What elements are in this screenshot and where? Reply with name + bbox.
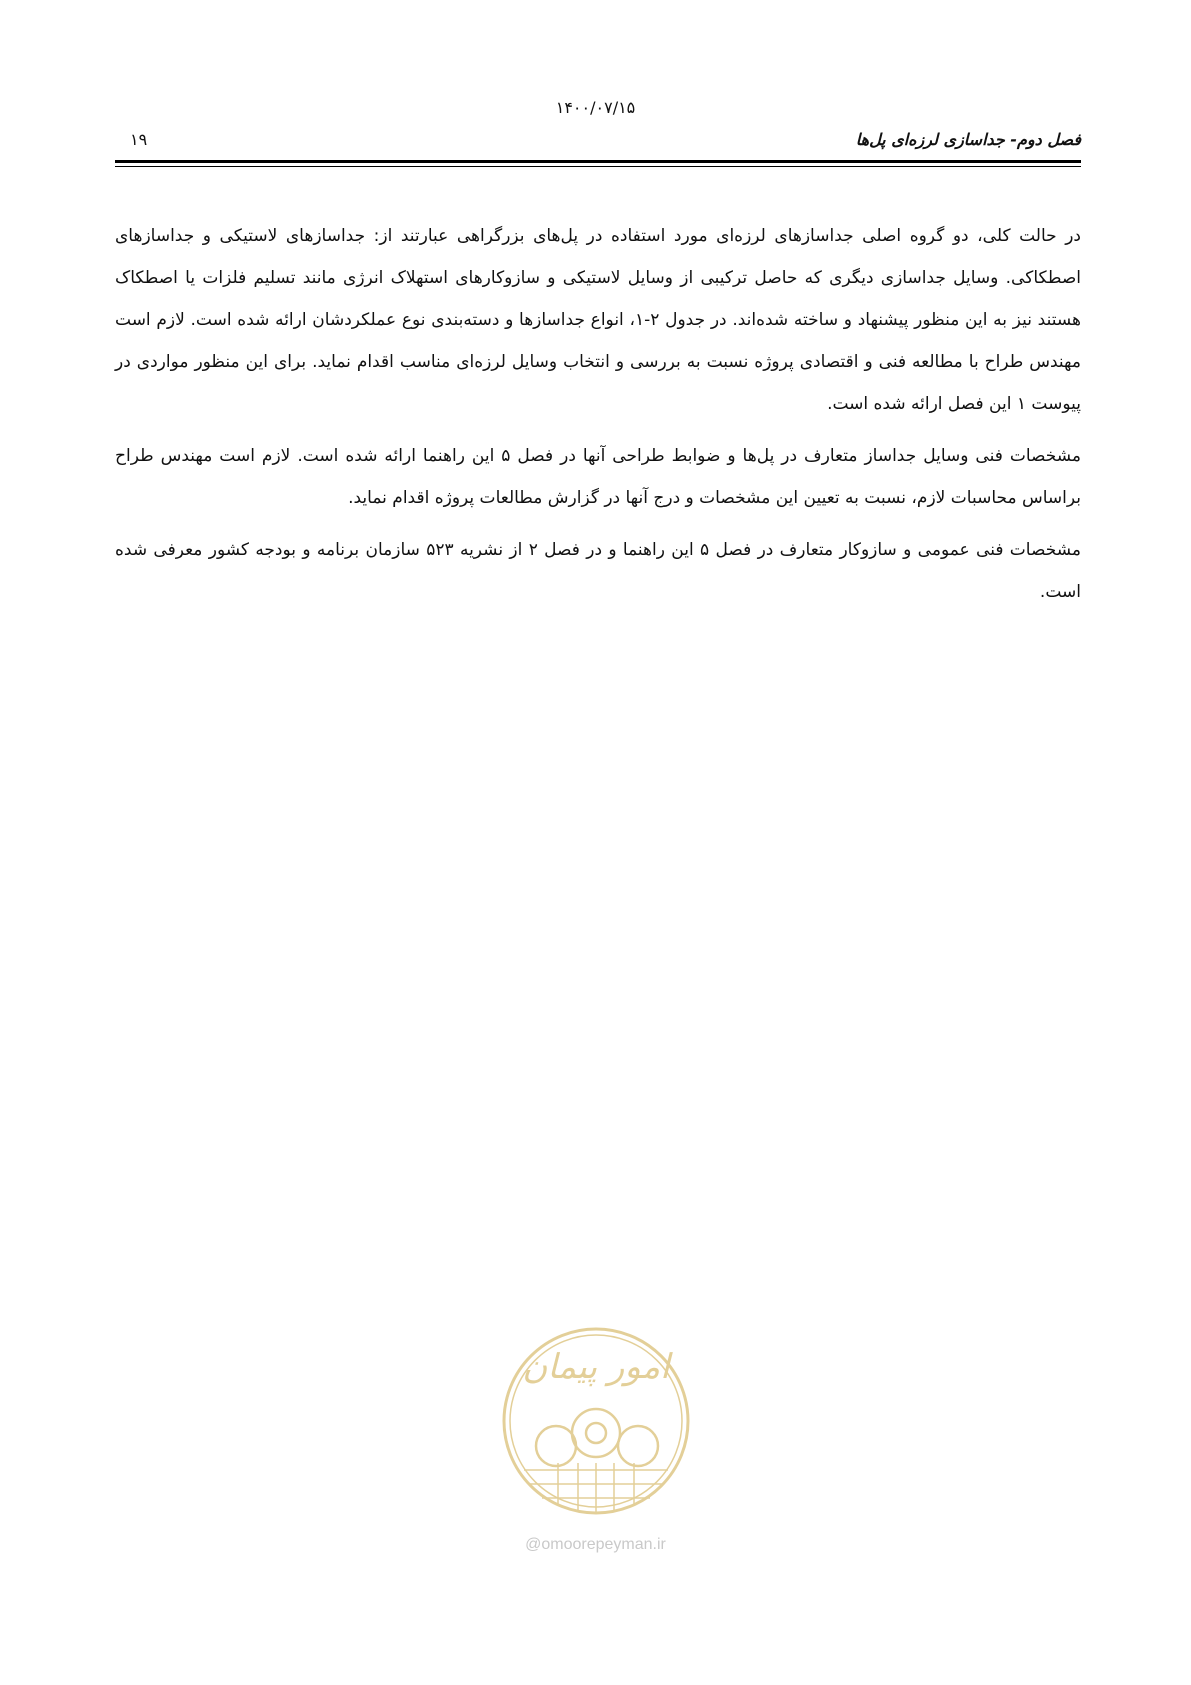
chapter-title: فصل دوم- جداسازی لرزه‌ای پل‌ها	[855, 130, 1081, 149]
header-rule-thin	[115, 166, 1081, 167]
watermark-url: @omoorepeyman.ir	[525, 1536, 666, 1553]
page-header	[115, 130, 1081, 154]
paragraph-1: در حالت کلی، دو گروه اصلی جداسازهای لرزه‌ای مورد استفاده در پل‌های بزرگراهی عبارتند از: جداسازهای لاستیکی و جداسازهای اصطکاکی. وسایل جداسازی دیگری که حاصل ترکیبی از وسایل لاستیکی و سازوکارهای استهلاک انرژی مانند تسلیم فلزات یا اصطکاک هستند نیز به این منظور پیشنهاد و ساخته شده‌اند. در جدول ۲-۱، انواع جداسازها و دسته‌بندی نوع عملکردشان ارائه شده است. لازم است مهندس طراح با مطالعه فنی و اقتصادی پروژه نسبت به بررسی و انتخاب وسایل لرزه‌ای مناسب اقدام نماید. برای این منظور مواردی در پیوست ۱ این فصل ارائه شده است.	[115, 226, 1081, 414]
watermark-logo	[496, 1318, 696, 1550]
header-rule-thick	[115, 160, 1081, 163]
paragraph-3: مشخصات فنی عمومی و سازوکار متعارف در فصل ۵ این راهنما و در فصل ۲ از نشریه ۵۲۳ سازمان برنامه و بودجه کشور معرفی شده است.	[115, 540, 1081, 602]
watermark-logo-icon	[496, 1318, 696, 1550]
body-text	[115, 215, 1081, 623]
page-number: ۱۹	[130, 130, 148, 149]
logo-calligraphy: امور پیمان	[522, 1347, 670, 1387]
document-date: ۱۴۰۰/۰۷/۱۵	[555, 98, 636, 117]
paragraph-2: مشخصات فنی وسایل جداساز متعارف در پل‌ها و ضوابط طراحی آنها در فصل ۵ این راهنما ارائه شده است. لازم است مهندس طراح براساس محاسبات لازم، نسبت به تعیین این مشخصات و درج آنها در گزارش مطالعات پروژه اقدام نماید.	[115, 446, 1081, 508]
